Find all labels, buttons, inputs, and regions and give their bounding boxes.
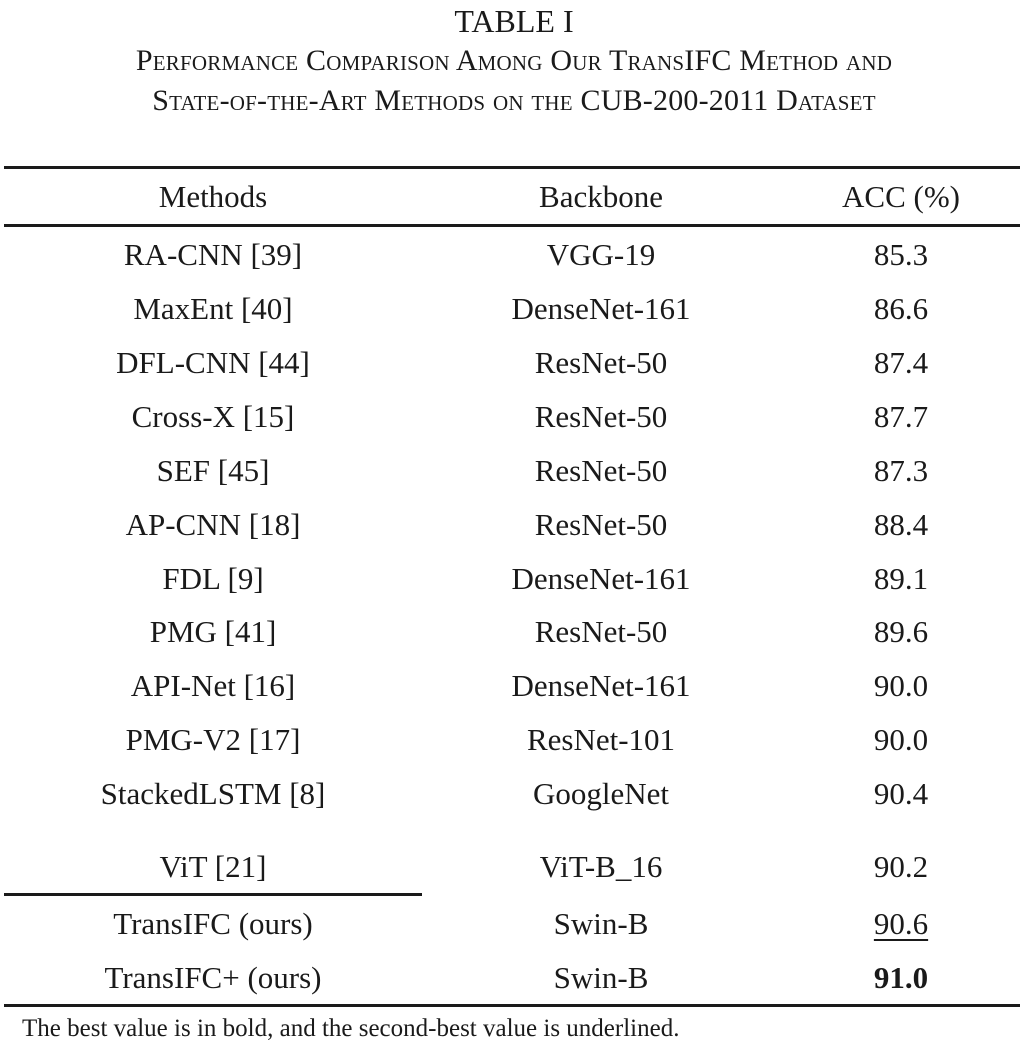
acc-cell: 86.6 [873,291,929,326]
table-row [0,552,1028,606]
backbone-cell: DenseNet-161 [511,668,691,703]
backbone-cell: VGG-19 [546,237,656,272]
backbone-cell: ResNet-50 [534,345,668,380]
method-cell: PMG-V2 [17] [125,722,301,757]
acc-cell: 89.6 [873,614,929,649]
table-footnote: The best value is in bold, and the second-best value is underlined. [22,1015,680,1042]
method-cell: StackedLSTM [8] [100,776,326,811]
backbone-cell: Swin-B [553,960,649,995]
backbone-cell: DenseNet-161 [511,291,691,326]
acc-cell-best [776,951,1026,1005]
caption-line-2: State-of-the-Art Methods on the CUB-200-2011 Dataset [152,84,876,117]
method-cell: TransIFC (ours) [113,906,313,941]
table-row [0,282,1028,336]
table-row [0,713,1028,767]
header-acc: ACC (%) [842,179,960,214]
acc-cell: 87.3 [873,453,929,488]
acc-cell: 85.3 [873,237,929,272]
table-row [0,498,1028,552]
table-row [0,336,1028,390]
method-cell: TransIFC+ (ours) [104,960,322,995]
acc-cell: 87.4 [873,345,929,380]
bottom-rule [4,1004,1020,1007]
acc-cell: 88.4 [873,507,929,542]
method-cell: FDL [9] [162,561,264,596]
table-row [0,390,1028,444]
method-cell: API-Net [16] [130,668,296,703]
acc-cell: 90.2 [873,849,929,884]
top-rule [4,166,1020,169]
table-label: TABLE I [454,3,574,39]
method-cell: MaxEnt [40] [133,291,293,326]
backbone-cell: ResNet-50 [534,507,668,542]
acc-cell-second-best [776,897,1026,951]
table-row [0,605,1028,659]
acc-cell: 90.0 [873,668,929,703]
table-row-ours [0,951,1028,1005]
acc-cell: 87.7 [873,399,929,434]
caption-line-1: Performance Comparison Among Our TransIFC Method and [135,44,893,77]
backbone-cell: ResNet-50 [534,399,668,434]
best-value: 91.0 [873,960,929,995]
backbone-cell: ResNet-50 [534,614,668,649]
table-row [0,228,1028,282]
method-cell: RA-CNN [39] [123,237,303,272]
method-cell: ViT [21] [159,849,267,884]
table-row-ours [0,897,1028,951]
acc-cell: 90.4 [873,776,929,811]
backbone-cell: ViT-B_16 [539,849,663,884]
acc-cell: 89.1 [873,561,929,596]
backbone-cell: GoogleNet [532,776,670,811]
method-cell: SEF [45] [156,453,270,488]
backbone-cell: Swin-B [553,906,649,941]
second-best-value: 90.6 [873,906,929,941]
backbone-cell: ResNet-101 [526,722,676,757]
table-row [0,767,1028,821]
method-cell: AP-CNN [18] [125,507,301,542]
backbone-cell: DenseNet-161 [511,561,691,596]
header-rule [4,224,1020,227]
method-cell: Cross-X [15] [131,399,295,434]
table-row [0,840,1028,894]
method-cell: PMG [41] [149,614,277,649]
header-methods: Methods [158,179,268,214]
method-cell: DFL-CNN [44] [116,345,310,380]
header-row [0,170,1028,224]
backbone-cell: ResNet-50 [534,453,668,488]
header-backbone: Backbone [539,179,663,214]
table-row [0,659,1028,713]
methods-group-rule [4,893,422,896]
table-row [0,444,1028,498]
acc-cell: 90.0 [873,722,929,757]
